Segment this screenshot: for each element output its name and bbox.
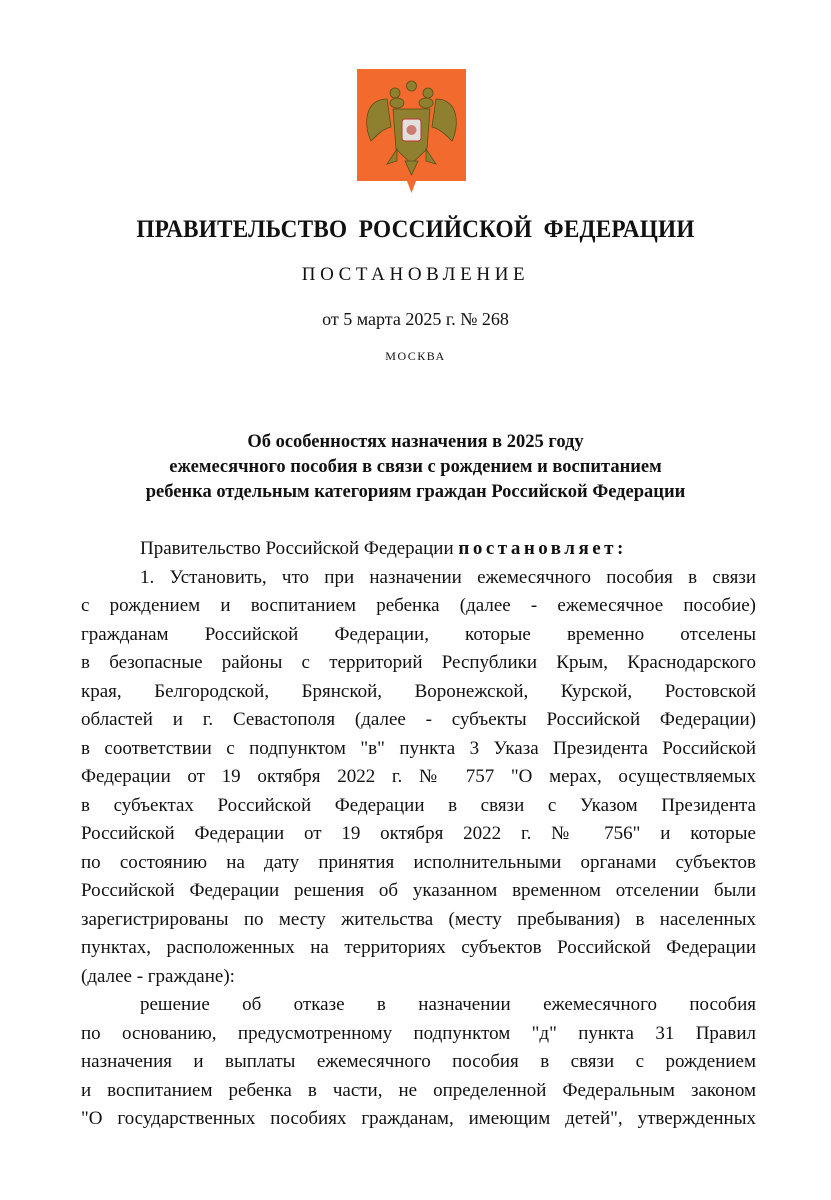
text-line: Российской Федерации от 19 октября 2022 г. № 756" и которые — [81, 823, 756, 844]
text-line: и воспитанием ребенка в части, не определенной Федеральным законом — [81, 1079, 756, 1101]
document-heading — [0, 430, 831, 505]
text-line: Федерации от 19 октября 2022 г. № 757 "О мерах, осуществляемых — [81, 766, 756, 787]
text-line: в субъектах Российской Федерации в связи с Указом Президента — [81, 794, 756, 816]
heading-line: ребенка отдельным категориям граждан Российской Федерации — [145, 482, 686, 502]
text-line: гражданам Российской Федерации, которые временно отселены — [81, 623, 756, 645]
paragraph-2 — [81, 991, 756, 1134]
state-emblem-icon — [357, 69, 466, 193]
text-line: пунктах, расположенных на территориях субъектов Российской Федерации — [81, 937, 756, 958]
text-line: с рождением и воспитанием ребенка (далее - ежемесячное пособие) — [81, 595, 756, 616]
preamble-text: Правительство Российской Федерации — [140, 538, 454, 559]
text-line: края, Белгородской, Брянской, Воронежской, Курской, Ростовской — [81, 680, 756, 702]
text-line: областей и г. Севастополя (далее - субъекты Российской Федерации) — [81, 709, 756, 730]
text-line: "О государственных пособиях гражданам, имеющим детей", утвержденных — [81, 1108, 756, 1129]
preamble — [81, 535, 756, 564]
document-body — [81, 535, 756, 1134]
preamble-verb: постановляет: — [458, 538, 627, 559]
date-and-number: от 5 марта 2025 г. № 268 — [322, 309, 509, 329]
text-line: зарегистрированы по месту жительства (месту пребывания) в населенных — [81, 908, 756, 930]
text-line: 1. Установить, что при назначении ежемесячного пособия в связи — [140, 566, 756, 588]
text-line: назначения и выплаты ежемесячного пособия в связи с рождением — [81, 1051, 756, 1072]
heading-line: Об особенностях назначения в 2025 году — [247, 432, 584, 452]
text-line: решение об отказе в назначении ежемесячного пособия — [140, 994, 756, 1015]
text-line: (далее - граждане): — [81, 965, 235, 987]
heading-line: ежемесячного пособия в связи с рождением и воспитанием — [169, 457, 662, 477]
text-line: по состоянию на дату принятия исполнительными органами субъектов — [81, 851, 756, 873]
document-kind: ПОСТАНОВЛЕНИЕ — [301, 264, 530, 285]
text-line: Российской Федерации решения об указанном временном отселении были — [81, 880, 756, 901]
city: МОСКВА — [385, 349, 446, 363]
issuer-title: ПРАВИТЕЛЬСТВО РОССИЙСКОЙ ФЕДЕРАЦИИ — [136, 216, 695, 243]
paragraph-1 — [81, 564, 756, 992]
text-line: в соответствии с подпунктом "в" пункта 3 Указа Президента Российской — [81, 737, 756, 759]
text-line: в безопасные районы с территорий Республики Крым, Краснодарского — [81, 652, 756, 673]
text-line: по основанию, предусмотренному подпунктом "д" пункта 31 Правил — [81, 1022, 756, 1044]
